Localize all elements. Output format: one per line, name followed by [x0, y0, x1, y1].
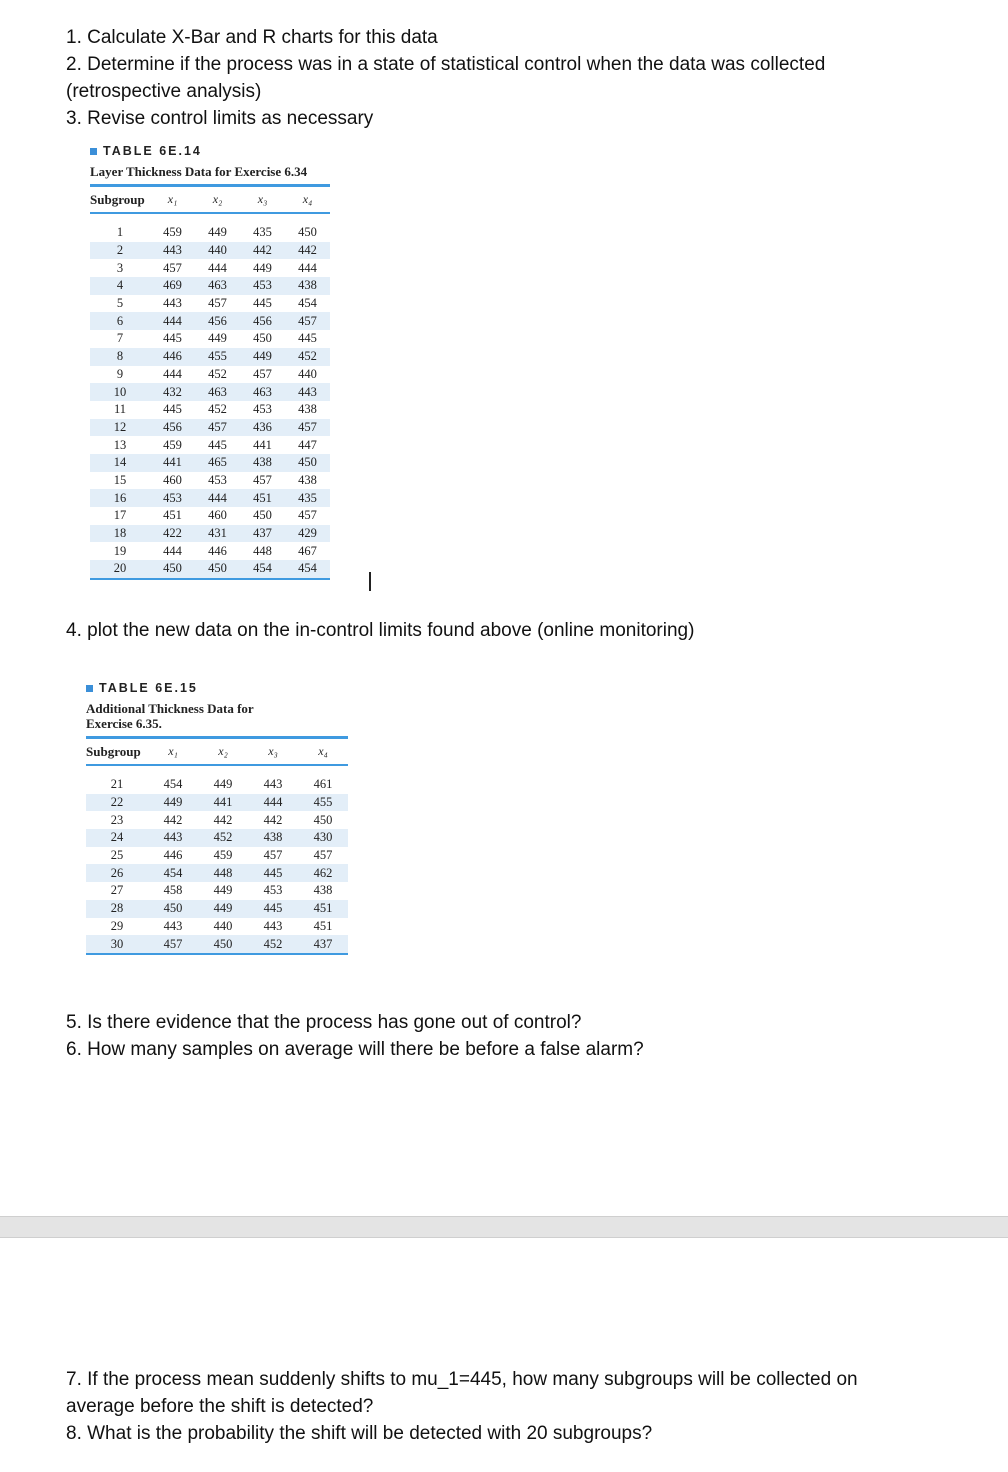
value-cell: 463	[253, 384, 272, 399]
subgroup-cell: 22	[110, 795, 124, 810]
value-cell: 441	[213, 795, 233, 810]
value-cell: 454	[298, 296, 317, 311]
value-cell: 458	[163, 883, 183, 898]
table-caption: Layer Thickness Data for Exercise 6.34	[90, 164, 308, 179]
table-rule	[86, 953, 348, 955]
subgroup-cell: 20	[113, 561, 127, 576]
value-cell: 457	[298, 419, 317, 434]
subgroup-cell: 24	[110, 830, 124, 845]
value-cell: 465	[208, 455, 227, 470]
table-caption: Additional Thickness Data for Exercise 6.35.	[86, 701, 254, 731]
value-cell: 457	[163, 260, 182, 275]
value-cell: 459	[213, 848, 233, 863]
value-cell: 438	[313, 883, 333, 898]
header-x1: x₁	[167, 192, 178, 206]
text-cursor	[369, 572, 371, 591]
subgroup-cell: 29	[110, 918, 124, 933]
value-cell: 438	[298, 472, 317, 487]
value-cell: 453	[163, 490, 182, 505]
table-row	[86, 829, 348, 847]
table-row	[86, 811, 348, 829]
value-cell: 431	[208, 526, 227, 541]
table-header	[86, 739, 348, 764]
value-cell: 457	[263, 848, 283, 863]
subgroup-cell: 10	[113, 384, 127, 399]
header-subgroup: Subgroup	[86, 743, 141, 759]
table-header	[90, 187, 330, 212]
value-cell: 457	[298, 313, 317, 328]
value-cell: 454	[163, 777, 183, 792]
value-cell: 463	[208, 384, 227, 399]
subgroup-cell: 11	[113, 402, 127, 417]
table-body	[90, 224, 330, 578]
value-cell: 445	[298, 331, 317, 346]
questions-mid	[66, 1009, 644, 1063]
value-cell: 452	[298, 349, 317, 364]
value-cell: 457	[208, 296, 227, 311]
table-label: TABLE 6E.15	[86, 681, 348, 695]
question-4-block	[66, 617, 694, 644]
questions-top	[66, 24, 825, 132]
table-row	[86, 900, 348, 918]
value-cell: 448	[213, 865, 233, 880]
table-row	[90, 401, 330, 419]
value-cell: 451	[253, 490, 272, 505]
subgroup-cell: 5	[116, 296, 124, 311]
subgroup-cell: 25	[110, 848, 124, 863]
value-cell: 449	[213, 901, 233, 916]
table-rule	[90, 212, 330, 214]
header-x4: x₄	[302, 192, 313, 206]
subgroup-cell: 1	[116, 225, 124, 240]
value-cell: 449	[253, 260, 272, 275]
value-cell: 441	[253, 437, 272, 452]
subgroup-cell: 16	[113, 490, 127, 505]
value-cell: 437	[313, 936, 333, 951]
table-row	[90, 436, 330, 454]
value-cell: 462	[313, 865, 333, 880]
value-cell: 445	[208, 437, 227, 452]
value-cell: 442	[298, 243, 317, 258]
question-6: 6. How many samples on average will there be before a false alarm?	[66, 1039, 644, 1060]
value-cell: 450	[313, 812, 333, 827]
value-cell: 438	[263, 830, 283, 845]
value-cell: 432	[163, 384, 182, 399]
question-2-cont: (retrospective analysis)	[66, 81, 262, 102]
value-cell: 459	[163, 437, 182, 452]
table-row	[90, 312, 330, 330]
subgroup-cell: 4	[116, 278, 124, 293]
page-separator	[0, 1216, 1008, 1238]
table-6e15	[86, 681, 348, 955]
value-cell: 444	[263, 795, 283, 810]
value-cell: 440	[213, 918, 233, 933]
table-row	[90, 419, 330, 437]
value-cell: 453	[208, 472, 227, 487]
value-cell: 436	[253, 419, 272, 434]
value-cell: 445	[263, 901, 283, 916]
value-cell: 454	[298, 561, 317, 576]
table-row	[90, 330, 330, 348]
value-cell: 446	[163, 848, 183, 863]
table-row	[90, 383, 330, 401]
value-cell: 456	[208, 313, 227, 328]
value-cell: 451	[163, 508, 182, 523]
value-cell: 457	[163, 936, 183, 951]
value-cell: 445	[263, 865, 283, 880]
value-cell: 460	[208, 508, 227, 523]
value-cell: 457	[313, 848, 333, 863]
table-body	[86, 776, 348, 953]
table-row	[86, 847, 348, 865]
value-cell: 450	[213, 936, 233, 951]
header-x4: x₄	[318, 744, 328, 758]
value-cell: 443	[263, 918, 283, 933]
value-cell: 455	[208, 349, 227, 364]
value-cell: 435	[253, 225, 272, 240]
value-cell: 452	[213, 830, 233, 845]
value-cell: 459	[163, 225, 182, 240]
header-x2: x₂	[212, 192, 223, 206]
value-cell: 449	[163, 795, 183, 810]
value-cell: 450	[298, 455, 317, 470]
value-cell: 449	[208, 225, 227, 240]
question-5: 5. Is there evidence that the process has gone out of control?	[66, 1012, 582, 1033]
value-cell: 457	[253, 472, 272, 487]
subgroup-cell: 19	[113, 543, 127, 558]
value-cell: 469	[163, 278, 182, 293]
table-row	[90, 507, 330, 525]
value-cell: 430	[313, 830, 333, 845]
value-cell: 440	[298, 366, 317, 381]
table-row	[90, 259, 330, 277]
table-row	[86, 864, 348, 882]
value-cell: 450	[163, 901, 183, 916]
subgroup-cell: 13	[113, 437, 127, 452]
value-cell: 452	[263, 936, 283, 951]
value-cell: 451	[313, 918, 333, 933]
subgroup-cell: 7	[116, 331, 124, 346]
header-subgroup: Subgroup	[90, 191, 145, 207]
value-cell: 438	[298, 278, 317, 293]
questions-bottom	[66, 1366, 858, 1447]
value-cell: 452	[208, 366, 227, 381]
value-cell: 455	[313, 795, 333, 810]
value-cell: 442	[263, 812, 283, 827]
square-bullet-icon	[90, 148, 97, 155]
value-cell: 450	[253, 508, 272, 523]
value-cell: 444	[163, 543, 182, 558]
value-cell: 453	[263, 883, 283, 898]
value-cell: 445	[163, 402, 182, 417]
subgroup-cell: 21	[110, 777, 124, 792]
question-7: 7. If the process mean suddenly shifts to mu_1=445, how many subgroups will be collected on	[66, 1369, 858, 1390]
value-cell: 447	[298, 437, 317, 452]
table-row	[90, 525, 330, 543]
subgroup-cell: 2	[116, 243, 124, 258]
question-4: 4. plot the new data on the in-control limits found above (online monitoring)	[66, 620, 695, 641]
header-x1: x₁	[168, 744, 178, 758]
value-cell: 444	[208, 490, 227, 505]
value-cell: 457	[253, 366, 272, 381]
table-row	[86, 935, 348, 953]
value-cell: 453	[253, 402, 272, 417]
table-row	[90, 472, 330, 490]
value-cell: 451	[313, 901, 333, 916]
value-cell: 443	[263, 777, 283, 792]
subgroup-cell: 17	[113, 508, 127, 523]
header-x3: x₃	[257, 192, 268, 206]
value-cell: 441	[163, 455, 182, 470]
value-cell: 457	[298, 508, 317, 523]
table-row	[90, 277, 330, 295]
value-cell: 449	[213, 883, 233, 898]
value-cell: 446	[163, 349, 182, 364]
value-cell: 456	[163, 419, 182, 434]
value-cell: 450	[253, 331, 272, 346]
value-cell: 443	[163, 296, 182, 311]
table-row	[90, 542, 330, 560]
value-cell: 454	[163, 865, 183, 880]
value-cell: 449	[213, 777, 233, 792]
value-cell: 438	[253, 455, 272, 470]
value-cell: 448	[253, 543, 272, 558]
question-1: 1. Calculate X-Bar and R charts for this data	[66, 27, 438, 48]
table-row	[86, 918, 348, 936]
value-cell: 449	[253, 349, 272, 364]
square-bullet-icon	[86, 685, 93, 692]
value-cell: 443	[163, 918, 183, 933]
value-cell: 450	[163, 561, 182, 576]
table-row	[90, 366, 330, 384]
value-cell: 442	[163, 812, 183, 827]
value-cell: 444	[163, 313, 182, 328]
table-row	[90, 560, 330, 578]
header-x3: x₃	[268, 744, 278, 758]
value-cell: 453	[253, 278, 272, 293]
table-label: TABLE 6E.14	[90, 144, 330, 158]
value-cell: 460	[163, 472, 182, 487]
value-cell: 443	[163, 243, 182, 258]
question-2: 2. Determine if the process was in a state of statistical control when the data was collected	[66, 54, 826, 75]
value-cell: 463	[208, 278, 227, 293]
subgroup-cell: 12	[113, 419, 127, 434]
table-row	[86, 794, 348, 812]
value-cell: 461	[313, 777, 333, 792]
value-cell: 442	[213, 812, 233, 827]
value-cell: 457	[208, 419, 227, 434]
question-3: 3. Revise control limits as necessary	[66, 108, 374, 129]
value-cell: 450	[208, 561, 227, 576]
table-row	[90, 295, 330, 313]
table-row	[90, 348, 330, 366]
value-cell: 445	[163, 331, 182, 346]
value-cell: 467	[298, 543, 317, 558]
value-cell: 444	[298, 260, 317, 275]
subgroup-cell: 18	[113, 526, 127, 541]
value-cell: 442	[253, 243, 272, 258]
subgroup-cell: 15	[113, 472, 127, 487]
table-row	[86, 776, 348, 794]
question-8: 8. What is the probability the shift will be detected with 20 subgroups?	[66, 1423, 653, 1444]
value-cell: 429	[298, 526, 317, 541]
table-rule	[86, 764, 348, 766]
table-6e14	[90, 144, 330, 580]
value-cell: 446	[208, 543, 227, 558]
subgroup-cell: 23	[110, 812, 124, 827]
value-cell: 443	[298, 384, 317, 399]
subgroup-cell: 6	[116, 313, 124, 328]
value-cell: 438	[298, 402, 317, 417]
value-cell: 422	[163, 526, 182, 541]
subgroup-cell: 8	[116, 349, 124, 364]
value-cell: 449	[208, 331, 227, 346]
subgroup-cell: 28	[110, 901, 124, 916]
value-cell: 443	[163, 830, 183, 845]
value-cell: 440	[208, 243, 227, 258]
value-cell: 437	[253, 526, 272, 541]
table-row	[90, 224, 330, 242]
table-row	[90, 242, 330, 260]
value-cell: 444	[208, 260, 227, 275]
subgroup-cell: 9	[116, 366, 124, 381]
value-cell: 454	[253, 561, 272, 576]
value-cell: 450	[298, 225, 317, 240]
table-row	[86, 882, 348, 900]
subgroup-cell: 26	[110, 865, 124, 880]
table-row	[90, 454, 330, 472]
question-7-cont: average before the shift is detected?	[66, 1396, 374, 1417]
table-row	[90, 489, 330, 507]
value-cell: 452	[208, 402, 227, 417]
subgroup-cell: 3	[116, 260, 124, 275]
header-x2: x₂	[218, 744, 228, 758]
subgroup-cell: 30	[110, 936, 124, 951]
value-cell: 435	[298, 490, 317, 505]
value-cell: 456	[253, 313, 272, 328]
table-rule	[90, 578, 330, 580]
value-cell: 445	[253, 296, 272, 311]
subgroup-cell: 27	[110, 883, 124, 898]
subgroup-cell: 14	[113, 455, 127, 470]
value-cell: 444	[163, 366, 182, 381]
